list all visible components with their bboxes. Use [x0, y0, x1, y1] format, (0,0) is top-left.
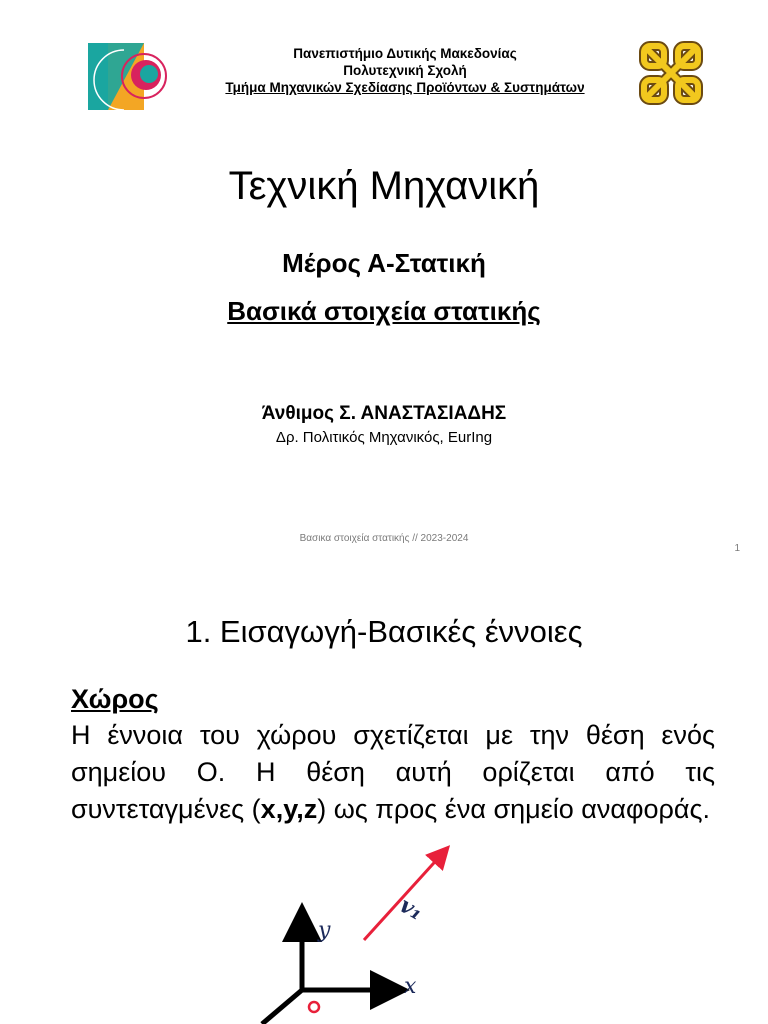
coordinates-text: x,y,z: [260, 794, 318, 824]
university-name: Πανεπιστήμιο Δυτικής Μακεδονίας: [293, 46, 517, 61]
slide-title: Τεχνική Μηχανική: [228, 164, 540, 208]
paragraph-text-end: ) ως προς ένα σημείο αναφοράς.: [317, 794, 710, 824]
faculty-logo: [84, 40, 180, 114]
origin-point: [309, 1002, 319, 1012]
z-axis: [262, 990, 302, 1024]
page-number: 1: [734, 543, 740, 554]
author-role: Δρ. Πολιτικός Μηχανικός, EurIng: [275, 429, 493, 446]
vector-label: v₁: [395, 892, 428, 926]
content-slide: [0, 578, 768, 1024]
velocity-vector: [364, 854, 442, 940]
y-axis-label: y: [318, 918, 331, 943]
slide-subtitle-part: Μέρος Α-Στατική: [282, 248, 486, 278]
department-name: Τμήμα Μηχανικών Σχεδίασης Προϊόντων & Συστημάτων: [225, 80, 585, 95]
university-header: [170, 45, 640, 96]
slide-subtitle-topic: [0, 294, 768, 328]
section-heading: 1. Εισαγωγή-Βασικές έννοιες: [185, 614, 583, 649]
school-name: Πολυτεχνική Σχολή: [343, 63, 467, 78]
x-axis-label: x: [404, 974, 417, 999]
coordinate-figure: [240, 840, 470, 1024]
topic-text: Βασικά στοιχεία στατικής: [227, 296, 541, 326]
concept-paragraph: [71, 717, 715, 828]
concept-title: Χώρος: [71, 684, 159, 714]
university-knot-logo: [636, 38, 706, 108]
paragraph-text: Η έννοια του χώρου σχετίζεται με την θέση ενός σημείου Ο. Η θέση αυτή ορίζεται από τις συντεταγμένες (: [71, 720, 715, 824]
slide-footer: Βασικα στοιχεία στατικής // 2023-2024: [299, 533, 469, 544]
author-name: Άνθιμος Σ. ΑΝΑΣΤΑΣΙΑΔΗΣ: [261, 403, 507, 424]
